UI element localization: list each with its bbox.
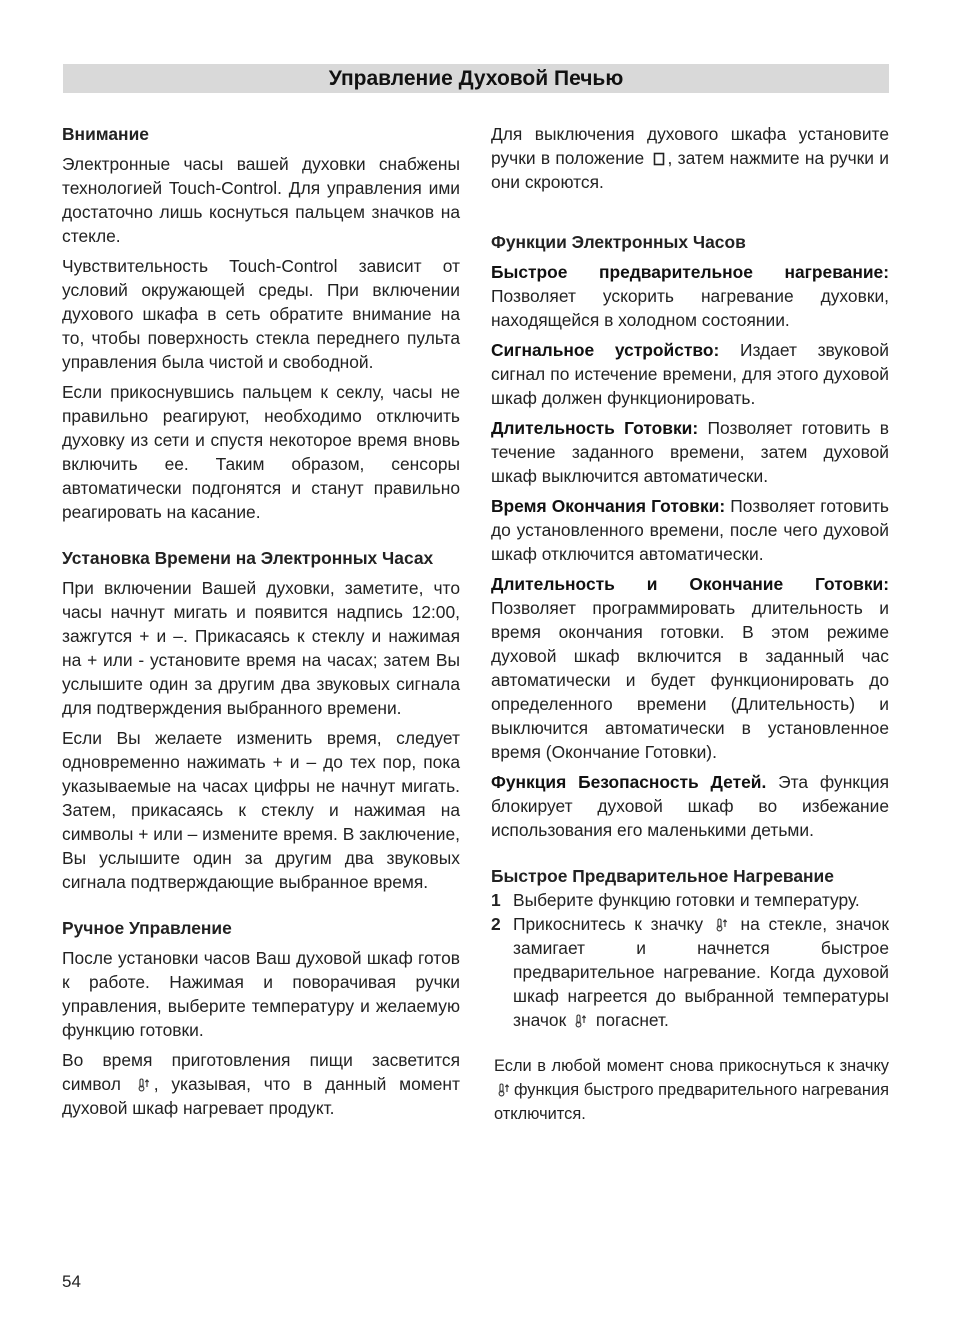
list-item xyxy=(491,888,889,912)
off-position-icon xyxy=(653,152,665,166)
function-duration-text: Позволяет готовить в течение заданного времени, затем духовой шкаф выключится автоматически. xyxy=(491,418,890,486)
step2-middle: на стекле, значок замигает и начнется быстрое предварительное нагревание. Когда духовой шкаф нагреется до выбранной температуры значок xyxy=(513,914,889,1030)
step-number: 1 xyxy=(491,890,501,910)
attention-paragraph-2: Чувствительность Touch-Control зависит от условий окружающей среды. При включении духового шкафа в сеть обратите внимание на то, чтобы поверхность стекла переднего пульта управления была чистой и свободной. xyxy=(62,256,460,372)
note-end: функция быстрого предварительного нагревания отключится. xyxy=(494,1081,889,1123)
attention-paragraph-3: Если прикоснувшись пальцем к секлу, часы не правильно реагируют, необходимо отключить духовку из сети и спустя некоторое время вновь включить ее. Таким образом, сенсоры автоматически подгонятся и станут правильно реагировать на касание. xyxy=(62,382,460,522)
preheat-cancel-note xyxy=(491,1054,889,1126)
thermometer-up-icon xyxy=(137,1078,151,1092)
function-alarm-label: Сигнальное устройство: xyxy=(491,340,720,360)
function-end-time-text: Позволяет готовить до установленного времени, после чего духовой шкаф отключится автоматически. xyxy=(491,496,889,564)
function-child-lock-label: Функция Безопасность Детей. xyxy=(491,772,767,792)
off-p-end: , затем нажмите на ручки и они скроются. xyxy=(491,148,890,192)
step2-start: Прикоснитесь к значку xyxy=(513,914,704,934)
function-end-time xyxy=(491,494,889,566)
note-start: Если в любой момент снова прикоснуться к значку xyxy=(494,1057,889,1075)
function-duration-and-end xyxy=(491,572,889,764)
manual-control-paragraph-2 xyxy=(62,1048,460,1120)
attention-heading: Внимание xyxy=(62,124,149,144)
off-paragraph xyxy=(491,122,889,194)
thermometer-up-icon xyxy=(574,1014,588,1028)
clock-functions-heading: Функции Электронных Часов xyxy=(491,232,746,252)
function-end-time-label: Время Окончания Готовки: xyxy=(491,496,726,516)
step2-end: погаснет. xyxy=(595,1010,669,1030)
time-setting-heading: Установка Времени на Электронных Часах xyxy=(62,548,434,568)
list-item xyxy=(491,912,889,1032)
function-child-lock xyxy=(491,770,889,842)
manual-control-paragraph-1: После установки часов Ваш духовой шкаф готов к работе. Нажимая и поворачивая ручки управления, выберите температуру и желаемую функцию готовки. xyxy=(62,948,460,1040)
right-column xyxy=(491,122,889,1126)
manual-p2-start: Во время приготовления пищи засветится символ xyxy=(62,1050,460,1094)
thermometer-up-icon xyxy=(715,918,729,932)
function-duration xyxy=(491,416,889,488)
off-p-start: Для выключения духового шкафа установите ручки в положение xyxy=(491,124,889,168)
page-number: 54 xyxy=(62,1272,81,1291)
attention-paragraph-1: Электронные часы вашей духовки снабжены технологией Touch-Control. Для управления ими достаточно лишь коснуться пальцем значков на стекле. xyxy=(62,154,460,246)
function-child-lock-text: Эта функция блокирует духовой шкаф во избежание использования его маленькими детьми. xyxy=(491,772,889,840)
fast-preheat-heading: Быстрое Предварительное Нагревание xyxy=(491,866,834,886)
function-duration-and-end-text: Позволяет программировать длительность и время окончания готовки. В этом режиме духовой шкаф включится в заданный час автоматически и будет функционировать до определенного времени (Длительность) и выключится автоматически в установленное время (Окончание Готовки). xyxy=(491,598,889,762)
function-duration-label: Длительность Готовки: xyxy=(491,418,699,438)
step-text xyxy=(513,912,889,1032)
function-fast-preheat xyxy=(491,260,889,332)
step-text: Выберите функцию готовки и температуру. xyxy=(513,890,860,910)
function-fast-preheat-text: Позволяет ускорить нагревание духовки, находящейся в холодном состоянии. xyxy=(491,286,889,330)
left-column xyxy=(62,122,460,1120)
manual-control-heading: Ручное Управление xyxy=(62,918,232,938)
preheat-steps xyxy=(491,888,889,1032)
function-alarm xyxy=(491,338,889,410)
function-duration-and-end-label: Длительность и Окончание Готовки: xyxy=(491,574,889,594)
function-alarm-text: Издает звуковой сигнал по истечение времени, для этого духовой шкаф должен функционировать. xyxy=(491,340,889,408)
thermometer-up-icon xyxy=(497,1083,511,1097)
step-number: 2 xyxy=(491,914,501,934)
manual-p2-end: , указывая, что в данный момент духовой шкаф нагревает продукт. xyxy=(62,1074,460,1118)
page-title: Управление Духовой Печью xyxy=(328,66,624,90)
title-bar xyxy=(63,64,889,93)
function-fast-preheat-label: Быстрое предварительное нагревание: xyxy=(491,262,889,282)
time-setting-paragraph-1: При включении Вашей духовки, заметите, что часы начнут мигать и появится надпись 12:00, зажгутся + и –. Прикасаясь к стеклу и нажимая на + или - установите время на часах; затем Вы услышите один за другим два звуковых сигнала для подтверждения выбранного времени. xyxy=(62,578,460,718)
time-setting-paragraph-2: Если Вы желаете изменить время, следует одновременно нажимать + и – до тех пор, пока указываемые на часах цифры не начнут мигать. Затем, прикасаясь к стеклу и нажимая на символы + или – измените время. В заключение, Вы услышите один за другим два звуковых сигнала подтверждающие выбранное время. xyxy=(62,728,460,892)
